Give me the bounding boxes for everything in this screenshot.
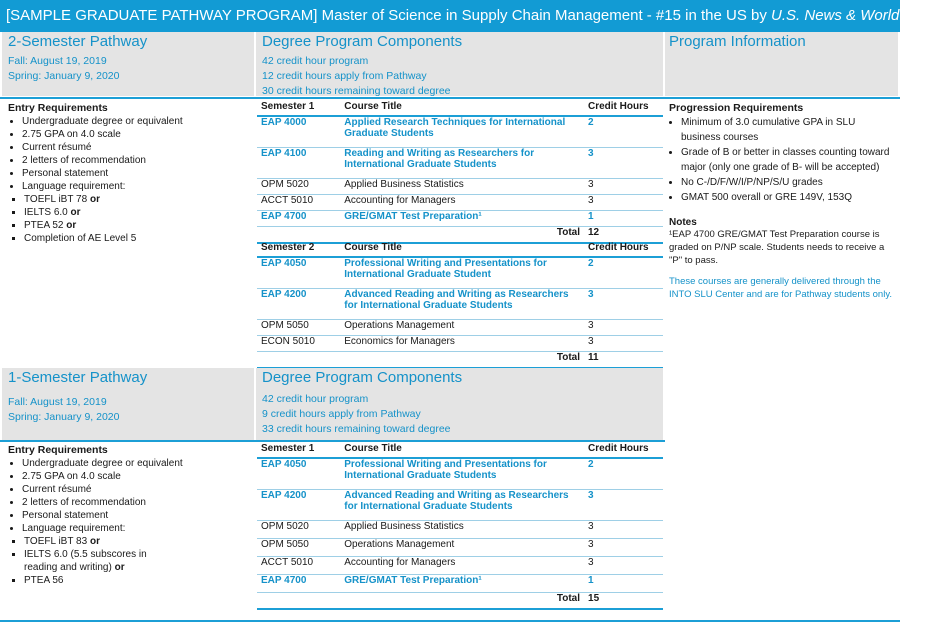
table-row — [257, 575, 663, 593]
total-label: Total — [556, 352, 581, 363]
language-item: ▪ PTEA 52 or — [24, 219, 252, 232]
course-credits: 3 — [588, 557, 594, 568]
table-row — [257, 116, 663, 148]
course-code: ACCT 5010 — [261, 557, 314, 568]
course-credits: 3 — [588, 320, 594, 331]
info-heading: Program Information — [669, 33, 806, 50]
course-title[interactable]: Professional Writing and Presentations for International Graduate Students — [344, 459, 547, 481]
col-title: Course Title — [344, 443, 402, 454]
title-source: U.S. News & World Report — [771, 7, 949, 24]
language-item: ▪ IELTS 6.0 (5.5 subscores in reading and writing) or — [24, 548, 164, 574]
progression-item: • Minimum of 3.0 cumulative GPA in SLU business courses — [681, 115, 895, 145]
progression-list — [669, 115, 895, 205]
entry-item: • Current résumé — [22, 141, 252, 154]
course-code[interactable]: EAP 4050 — [261, 459, 307, 470]
pathway2-entry — [8, 102, 252, 245]
pathway1-component: 33 credit hours remaining toward degree — [262, 423, 451, 435]
table-row — [257, 557, 663, 575]
course-title[interactable]: GRE/GMAT Test Preparation¹ — [344, 211, 482, 222]
course-credits: 3 — [588, 490, 594, 501]
course-title: Applied Business Statistics — [344, 521, 464, 532]
progression-item: • GMAT 500 overall or GRE 149V, 153Q — [681, 190, 895, 205]
language-item: ▪ PTEA 56 — [24, 574, 164, 587]
pathway2-spring: Spring: January 9, 2020 — [8, 70, 120, 82]
language-item: ▪ Completion of AE Level 5 — [24, 232, 252, 245]
course-title[interactable]: GRE/GMAT Test Preparation¹ — [344, 575, 482, 586]
pathway1-sem1-table — [257, 443, 663, 610]
language-item: ▪ TOEFL iBT 78 or — [24, 193, 252, 206]
pathway2-component: 42 credit hour program — [262, 55, 369, 67]
total-value: 11 — [588, 352, 599, 363]
col-semester: Semester 1 — [261, 443, 315, 454]
course-title[interactable]: Applied Research Techniques for International Graduate Students — [344, 117, 566, 139]
course-code: ACCT 5010 — [261, 195, 314, 206]
bottom-divider — [0, 620, 900, 622]
course-title: Economics for Managers — [344, 336, 455, 347]
course-code: OPM 5050 — [261, 539, 309, 550]
table-row — [257, 289, 663, 320]
course-credits: 2 — [588, 258, 594, 269]
entry-list — [8, 457, 252, 535]
entry-title: Entry Requirements — [8, 102, 108, 114]
entry-item: • Undergraduate degree or equivalent — [22, 115, 252, 128]
course-credits: 1 — [588, 211, 594, 222]
entry-item: • Personal statement — [22, 167, 252, 180]
pathway1-heading-box — [2, 368, 254, 440]
table-row — [257, 195, 663, 211]
course-title: Operations Management — [344, 320, 455, 331]
course-code[interactable]: EAP 4050 — [261, 258, 307, 269]
pathway2-heading-box — [2, 32, 254, 96]
pathway1-component: 42 credit hour program — [262, 393, 369, 405]
table-header — [257, 101, 663, 116]
table-header — [257, 242, 663, 257]
pathway2-components-box — [256, 32, 663, 96]
course-credits: 3 — [588, 539, 594, 550]
pathway2-component: 30 credit hours remaining toward degree — [262, 85, 451, 97]
total-row — [257, 227, 663, 244]
course-code[interactable]: EAP 4700 — [261, 211, 307, 222]
table-header — [257, 443, 663, 458]
col-credits: Credit Hours — [588, 242, 649, 253]
divider — [0, 440, 665, 442]
pathway1-fall: Fall: August 19, 2019 — [8, 396, 107, 408]
course-credits: 3 — [588, 336, 594, 347]
note-blue: These courses are generally delivered through the INTO SLU Center and are for Pathway students only. — [669, 276, 893, 300]
table-row — [257, 148, 663, 179]
course-credits: 3 — [588, 195, 594, 206]
table-row — [257, 458, 663, 490]
total-value: 12 — [588, 227, 600, 238]
pathway2-sem2-table — [257, 242, 663, 369]
entry-item: • Personal statement — [22, 509, 252, 522]
course-credits: 1 — [588, 575, 594, 586]
progression-item: • Grade of B or better in classes counting toward major (only one grade of B- will be accepted) — [681, 145, 895, 175]
pathway2-sem1-table — [257, 101, 663, 244]
course-title[interactable]: Reading and Writing as Researchers for International Graduate Students — [344, 148, 535, 170]
entry-item: • 2 letters of recommendation — [22, 496, 252, 509]
col-semester: Semester 2 — [261, 242, 315, 253]
progression-title: Progression Requirements — [669, 102, 804, 114]
language-item: ▪ TOEFL iBT 83 or — [24, 535, 164, 548]
entry-item: • 2.75 GPA on 4.0 scale — [22, 128, 252, 141]
table-row — [257, 179, 663, 195]
entry-item: • 2 letters of recommendation — [22, 154, 252, 167]
language-list — [8, 193, 252, 245]
course-code: OPM 5020 — [261, 521, 309, 532]
total-label: Total — [556, 227, 580, 238]
pathway1-components-heading: Degree Program Components — [262, 369, 463, 386]
info-heading-box — [665, 32, 898, 96]
total-value: 15 — [588, 593, 600, 604]
course-credits: 2 — [588, 117, 594, 128]
col-semester: Semester 1 — [261, 101, 315, 112]
total-row — [257, 352, 663, 369]
course-code[interactable]: EAP 4100 — [261, 148, 307, 159]
col-credits: Credit Hours — [588, 101, 649, 112]
course-title: Applied Business Statistics — [344, 179, 464, 190]
course-title: Accounting for Managers — [344, 557, 456, 568]
pathway1-spring: Spring: January 9, 2020 — [8, 411, 120, 423]
course-credits: 2 — [588, 459, 594, 470]
col-title: Course Title — [344, 101, 402, 112]
note-text: ¹EAP 4700 GRE/GMAT Test Preparation course is graded on P/NP scale. Students needs to receive a "P" to pass. — [669, 229, 885, 266]
pathway1-components-box — [256, 368, 663, 440]
course-code: OPM 5050 — [261, 320, 309, 331]
entry-item: • Language requirement: — [22, 522, 252, 535]
pathway2-components-heading: Degree Program Components — [262, 33, 463, 50]
program-info — [669, 102, 895, 301]
title-bar — [0, 0, 949, 32]
course-credits: 3 — [588, 289, 594, 300]
table-row — [257, 490, 663, 521]
course-credits: 3 — [588, 521, 594, 532]
table-row — [257, 211, 663, 227]
course-code[interactable]: EAP 4700 — [261, 575, 307, 586]
table-row — [257, 539, 663, 557]
entry-item: • Language requirement: — [22, 180, 252, 193]
entry-item: • Undergraduate degree or equivalent — [22, 457, 252, 470]
entry-list — [8, 115, 252, 193]
pathway2-component: 12 credit hours apply from Pathway — [262, 70, 427, 82]
language-list — [8, 535, 164, 587]
course-code[interactable]: EAP 4200 — [261, 289, 307, 300]
course-code[interactable]: EAP 4200 — [261, 490, 307, 501]
course-title: Operations Management — [344, 539, 455, 550]
col-credits: Credit Hours — [588, 443, 649, 454]
title-prefix: [SAMPLE GRADUATE PATHWAY PROGRAM] Master of Science in Supply Chain Management - #15 in the US by — [6, 7, 772, 24]
table-row — [257, 257, 663, 289]
course-title[interactable]: Advanced Reading and Writing as Researchers for International Graduate Students — [344, 289, 569, 311]
col-title: Course Title — [344, 242, 402, 253]
table-row — [257, 320, 663, 336]
progression-item: • No C-/D/F/W/I/P/NP/S/U grades — [681, 175, 895, 190]
pathway2-fall: Fall: August 19, 2019 — [8, 55, 107, 67]
entry-title: Entry Requirements — [8, 444, 108, 456]
language-item: ▪ IELTS 6.0 or — [24, 206, 252, 219]
table-row — [257, 521, 663, 539]
entry-item: • 2.75 GPA on 4.0 scale — [22, 470, 252, 483]
course-code: OPM 5020 — [261, 179, 309, 190]
pathway1-component: 9 credit hours apply from Pathway — [262, 408, 421, 420]
course-code: ECON 5010 — [261, 336, 315, 347]
course-title[interactable]: Advanced Reading and Writing as Researchers for International Graduate Students — [344, 490, 569, 512]
pathway1-entry — [8, 444, 252, 587]
course-credits: 3 — [588, 179, 594, 190]
total-row — [257, 593, 663, 610]
divider — [0, 97, 900, 99]
course-title: Accounting for Managers — [344, 195, 456, 206]
pathway1-heading: 1-Semester Pathway — [8, 369, 148, 386]
total-label: Total — [556, 593, 581, 604]
course-credits: 3 — [588, 148, 594, 159]
course-code[interactable]: EAP 4000 — [261, 117, 307, 128]
table-row — [257, 336, 663, 352]
course-title[interactable]: Professional Writing and Presentations for International Graduate Student — [344, 258, 547, 280]
entry-item: • Current résumé — [22, 483, 252, 496]
notes-title: Notes — [669, 217, 697, 228]
pathway2-heading: 2-Semester Pathway — [8, 33, 148, 50]
